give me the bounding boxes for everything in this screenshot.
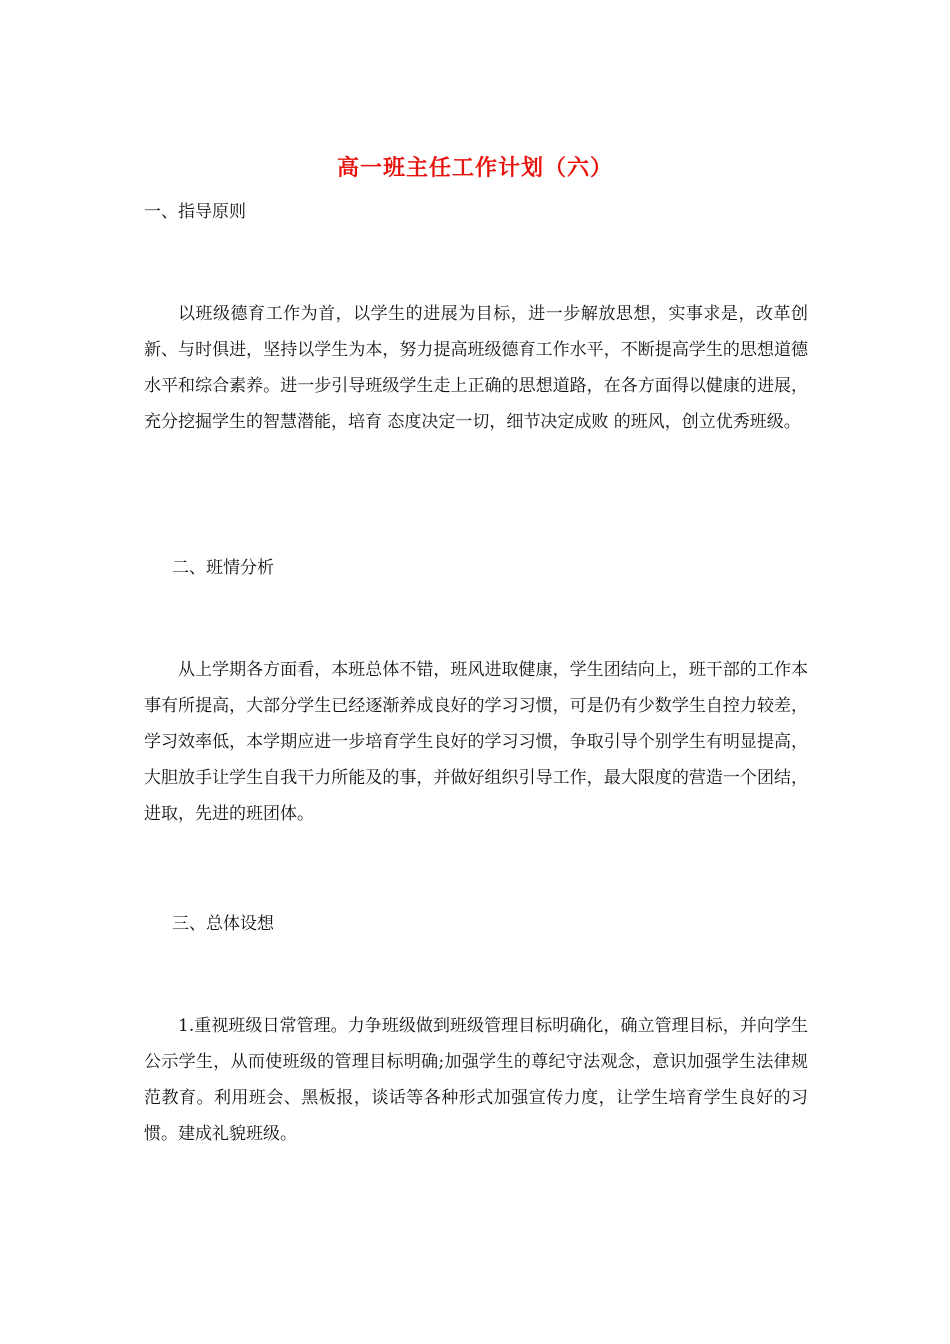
section-paragraph-class-analysis: 从上学期各方面看，本班总体不错，班风进取健康，学生团结向上，班干部的工作本事有所提高，大部分学生已经逐渐养成良好的学习习惯，可是仍有少数学生自控力较差，学习效率低，本学期应进一步培育学生良好的学习习惯，争取引导个别学生有明显提高，大胆放手让学生自我干力所能及的事，并做好组织引导工作，最大限度的营造一个团结，进取，先进的班团体。: [144, 660, 808, 824]
document-title: 高一班主任工作计划（六）: [336, 155, 613, 181]
section-paragraph-overall-plan: 1.重视班级日常管理。力争班级做到班级管理目标明确化，确立管理目标，并向学生公示学生，从而使班级的管理目标明确;加强学生的尊纪守法观念，意识加强学生法律规范教育。利用班会、黑板报，谈话等各种形式加强宣传力度，让学生培育学生良好的习惯。建成礼貌班级。: [144, 1016, 808, 1144]
section-paragraph-guiding-principles: 以班级德育工作为首，以学生的进展为目标，进一步解放思想，实事求是，改革创新、与时俱进，坚持以学生为本，努力提高班级德育工作水平，不断提高学生的思想道德水平和综合素养。进一步引导班级学生走上正确的思想道路，在各方面得以健康的进展，充分挖掘学生的智慧潜能，培育 态度决定一切，细节决定成败 的班风，创立优秀班级。: [144, 304, 808, 432]
section-heading-overall-plan: 三、总体设想: [172, 914, 274, 934]
section-heading-guiding-principles: 一、指导原则: [144, 202, 246, 222]
section-heading-class-analysis: 二、班情分析: [172, 558, 274, 578]
